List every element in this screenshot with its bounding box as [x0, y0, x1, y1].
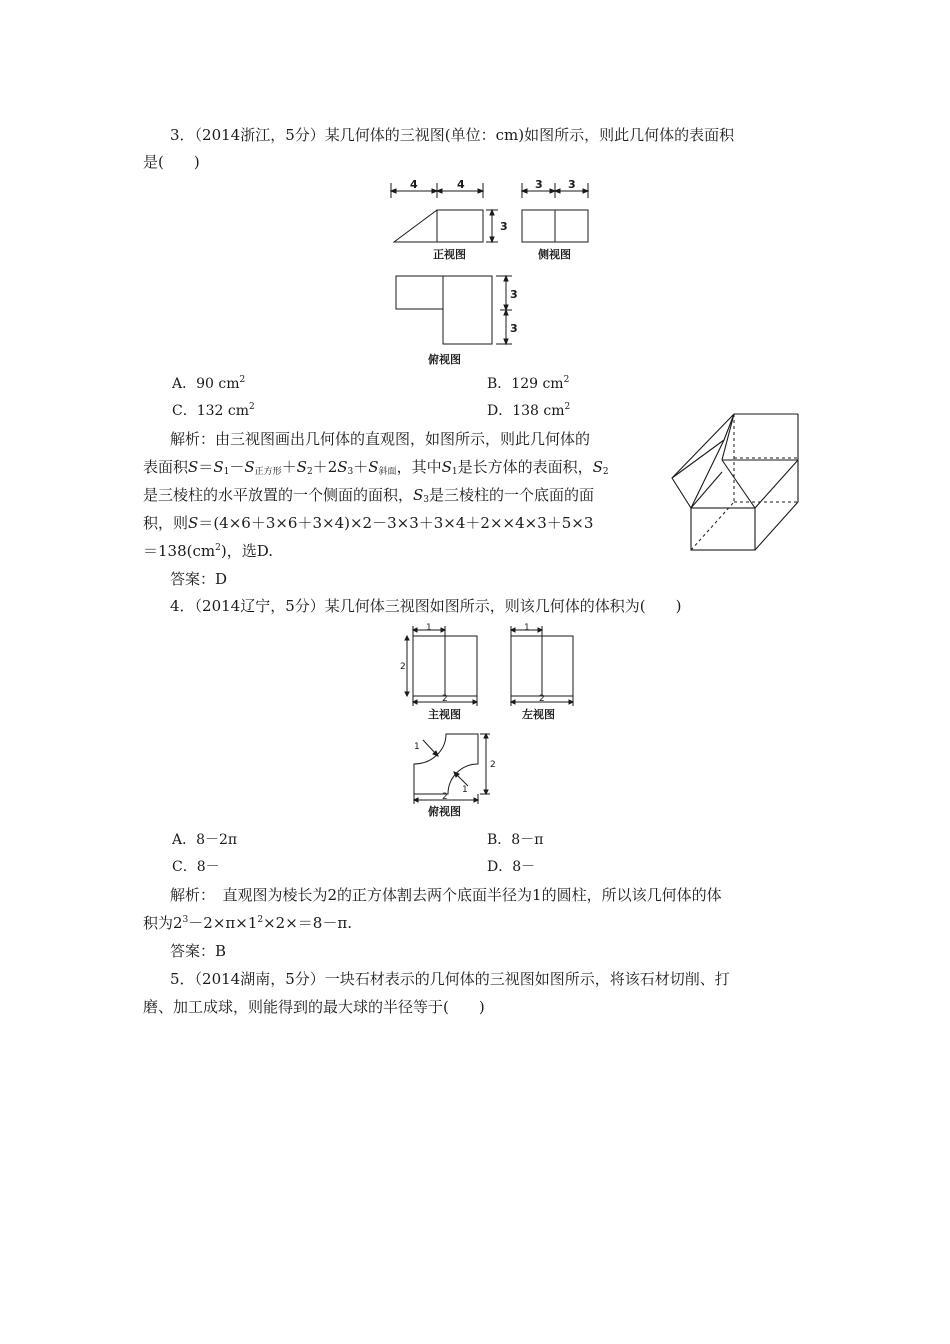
q4-top-label: 俯视图 — [428, 805, 461, 818]
q5-stem-line2: 磨、加工成球，则能得到的最大球的半径等于( ) — [143, 998, 485, 1016]
q4-label-2a: 2 — [400, 662, 406, 672]
q3-dim-3-top-b: 3 — [510, 322, 518, 335]
q4-option-c: C．8－ — [172, 859, 220, 875]
q3-analysis-line4: 积，则S＝(4×6＋3×6＋3×4)×2－3×3＋3×4＋2××4×3＋5×3 — [143, 514, 594, 532]
q4-left-label: 左视图 — [522, 708, 555, 721]
q3-dim-3-side-a: 3 — [535, 178, 543, 191]
q3-option-c: C．132 $cm^2$ — [172, 402, 255, 419]
q4-label-2b: 2 — [442, 694, 448, 704]
q3-dim-3-top-a: 3 — [510, 288, 518, 301]
q3-side-label: 侧视图 — [538, 248, 571, 261]
q4-label-2e: 2 — [442, 792, 448, 802]
q3-analysis-line2: 表面积$S=S_1-S_{正方形}+S_2+2S_3+S_{斜面}$，其中$S_1$是长方体的表面积，$S_2$ — [143, 458, 609, 477]
q4-answer: 答案：B — [170, 942, 227, 960]
q4-three-view-figure — [400, 622, 580, 818]
q4-label-1d: 1 — [462, 785, 468, 795]
q3-dim-3-front: 3 — [500, 220, 508, 233]
q4-analysis-line2: 积为$2^3-2\times\pi\times 1^2\times 2\times=8-\pi$. — [143, 914, 352, 932]
q4-main-label: 主视图 — [428, 708, 461, 721]
q3-answer: 答案：D — [170, 570, 228, 588]
q3-top-label: 俯视图 — [428, 353, 461, 366]
q4-label-2d: 2 — [490, 760, 496, 770]
q3-option-a: A．90 $cm^2$ — [172, 375, 246, 392]
q4-top-radius-1 — [423, 740, 436, 754]
q4-option-a: A．8－2π — [172, 832, 238, 848]
q3-stem-line2: 是( ) — [143, 153, 200, 171]
q4-stem: 4．（2014辽宁，5分）某几何体三视图如图所示，则该几何体的体积为( ) — [170, 597, 682, 615]
q3-dim-3-side-b: 3 — [568, 178, 576, 191]
q4-label-2c: 2 — [539, 694, 545, 704]
q3-solid-diagram — [668, 410, 803, 556]
q4-option-d: D．8－ — [487, 859, 536, 875]
q3-analysis-line5: $=138(cm^2)$，选D. — [143, 542, 273, 560]
q3-analysis-line3: 是三棱柱的水平放置的一个侧面的面积，$S_3$是三棱柱的一个底面的面 — [143, 486, 595, 505]
q3-top-view — [396, 276, 492, 344]
q4-label-1a: 1 — [426, 623, 432, 633]
q3-dim-4a: 4 — [410, 178, 418, 191]
q4-analysis-line1: 解析： 直观图为棱长为2的正方体割去两个底面半径为1的圆柱，所以该几何体的体 — [170, 886, 722, 904]
q3-analysis-line1: 解析：由三视图画出几何体的直观图，如图所示，则此几何体的 — [170, 430, 591, 448]
q3-option-b: B．129 $cm^2$ — [487, 375, 570, 392]
q3-front-view — [394, 210, 483, 242]
q3-dim-4b: 4 — [457, 178, 465, 191]
q5-stem-line1: 5．（2014湖南，5分）一块石材表示的几何体的三视图如图所示，将该石材切削、打 — [170, 970, 730, 988]
q4-option-b: B．8－π — [487, 832, 544, 848]
q3-front-label: 正视图 — [433, 248, 466, 261]
q3-three-view-figure — [388, 178, 598, 370]
q3-stem-line1: 3．（2014浙江，5分）某几何体的三视图(单位：cm)如图所示，则此几何体的表面积 — [170, 126, 735, 144]
q4-top-view — [414, 734, 478, 794]
q4-label-1b: 1 — [524, 623, 530, 633]
q3-option-d: D．138 $cm^2$ — [487, 402, 571, 419]
q3-box-front-face — [691, 508, 755, 550]
q4-label-1c: 1 — [414, 742, 420, 752]
